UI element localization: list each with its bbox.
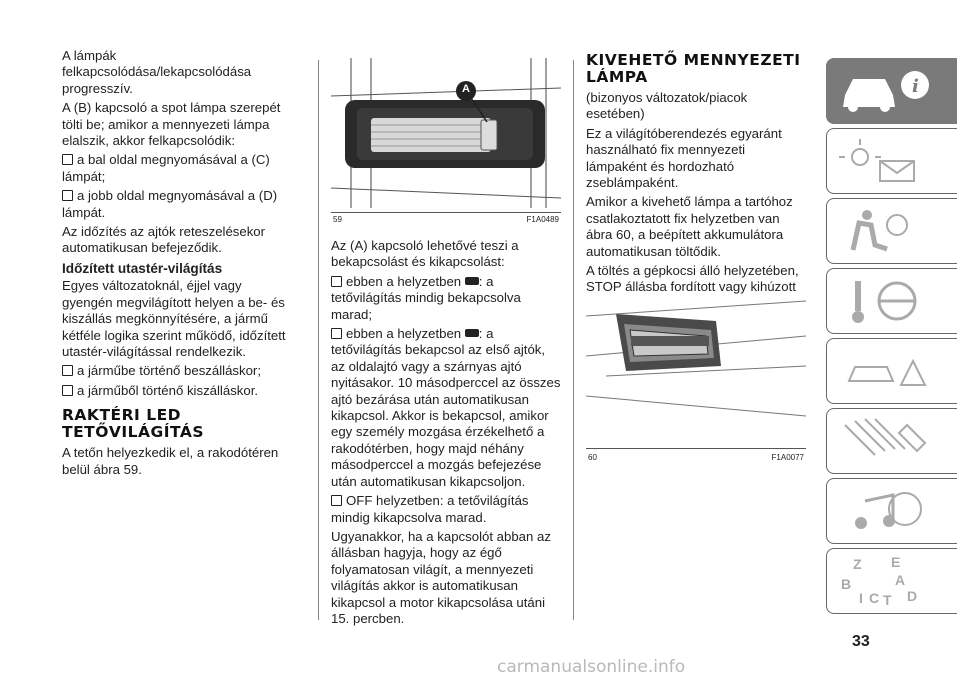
figure-code: F1A0077 [771, 453, 804, 462]
figure-number: 59 [333, 215, 342, 224]
bullet-item [62, 363, 287, 379]
index-letter: Z [853, 556, 862, 572]
tab-warning-lights[interactable] [826, 128, 957, 194]
bullet-icon [331, 276, 342, 287]
bullet-icon [331, 495, 342, 506]
paragraph: A (B) kapcsoló a spot lámpa szerepét tölti be; amikor a mennyezeti lámpa elalszik, akkor felkapcsolódik: [62, 100, 281, 149]
page-number: 33 [852, 633, 870, 650]
bullet-item [331, 274, 561, 323]
index-letter: A [895, 572, 906, 588]
paragraph: A tetőn helyezkedik el, a rakodótéren belül ábra 59. [62, 445, 279, 477]
figure-number: 60 [588, 453, 597, 462]
bullet-icon [331, 328, 342, 339]
paragraph: A lámpák felkapcsolódása/lekapcsolódása progresszív. [62, 48, 252, 96]
index-letter: D [907, 588, 918, 604]
tab-car-info[interactable] [826, 58, 957, 124]
callout-label: A [462, 83, 470, 95]
tab-airbag-seat[interactable] [826, 198, 957, 264]
index-letter: T [883, 592, 892, 607]
tab-index[interactable] [826, 548, 957, 614]
door-light-symbol-icon [465, 329, 479, 337]
column-middle [331, 238, 561, 630]
paragraph: Az (A) kapcsoló lehetővé teszi a bekapcsolást és kikapcsolást: [331, 238, 519, 270]
bullet-item [331, 493, 561, 526]
tab-key-steering[interactable] [826, 268, 957, 334]
section-heading: RAKTÉRI LED TETŐVILÁGÍTÁS [62, 406, 205, 442]
car-info-icon [835, 65, 945, 117]
figure-59 [331, 58, 561, 224]
airbag-seat-icon [835, 205, 945, 257]
figure-60 [586, 296, 806, 462]
bullet-text: a bal oldal megnyomásával a (C) lámpát; [62, 152, 270, 184]
tab-breakdown[interactable] [826, 338, 957, 404]
bullet-item [62, 152, 287, 185]
index-letters-icon [835, 555, 945, 607]
watermark: carmanualsonline.info [497, 657, 686, 677]
bullet-text: a járműbe történő beszálláskor; [77, 363, 261, 379]
removable-lamp-illustration [586, 296, 806, 448]
tab-media-music[interactable] [826, 478, 957, 544]
column-divider [318, 60, 319, 620]
bullet-text: a jobb oldal megnyomásával a (D) lámpát. [62, 188, 278, 220]
subheading: Időzített utastér-világítás [62, 260, 223, 276]
paragraph: A töltés a gépkocsi álló helyzetében, STOP állásba fordított vagy kihúzott [586, 263, 799, 295]
bullet-text: : a tetővilágítás bekapcsol az első ajtók, az oldalajtó vagy a szárnyas ajtó nyitásakor. 10 másodperccel az összes ajtó bezárása után automatikusan kikapcsol. Akkor is bekapcsol, amikor egy személy mozgása érzékelhető a rakodótérben, hogy majd néhány másodperccel a mozgás befejezése után automatikusan kikapcsoljon. [331, 326, 561, 489]
bullet-item [331, 326, 561, 490]
bullet-text: a járműből történő kiszálláskor. [77, 382, 259, 398]
index-letter: B [841, 576, 852, 592]
svg-text:i: i [912, 76, 919, 97]
ceiling-light-illustration [331, 58, 561, 212]
media-music-icon [835, 485, 945, 537]
paragraph: Az időzítés az ajtók reteszelésekor automatikusan befejeződik. [62, 224, 266, 256]
bullet-icon [62, 154, 73, 165]
bullet-icon [62, 385, 73, 396]
section-heading: KIVEHETŐ MENNYEZETI LÁMPA [586, 51, 801, 86]
column-left [62, 48, 287, 481]
bullet-item [62, 383, 287, 399]
bullet-item [62, 188, 287, 221]
bullet-text: : a tetővilágítás mindig bekapcsolva marad; [331, 273, 521, 322]
service-tools-icon [835, 415, 945, 467]
paragraph: (bizonyos változatok/piacok esetében) [586, 90, 748, 122]
key-steering-icon [835, 275, 945, 327]
paragraph: Ugyanakkor, ha a kapcsolót abban az állásban hagyja, hogy az égő folyamatosan világít, a mennyezeti világítás akkor is automatikusan kikapcsol a motor kikapcsolása utáni 15. percben. [331, 528, 551, 626]
bullet-icon [62, 365, 73, 376]
bullet-text: ebben a helyzetben [346, 326, 462, 342]
paragraph: Amikor a kivehető lámpa a tartóhoz csatlakoztatott fix helyzetben van ábra 60, a beépített akkumulátora automatikusan töltődik. [586, 194, 793, 259]
index-letter: C [869, 590, 880, 606]
light-on-symbol-icon [465, 277, 479, 285]
breakdown-icon [835, 345, 945, 397]
figure-code: F1A0489 [526, 215, 559, 224]
paragraph: Ez a világítóberendezés egyaránt használható fix mennyezeti lámpaként és hordozható zseblámpaként. [586, 125, 782, 191]
column-divider [573, 60, 574, 620]
column-right [586, 48, 806, 332]
warning-lights-icon [835, 135, 945, 187]
bullet-icon [62, 190, 73, 201]
tab-service-tools[interactable] [826, 408, 957, 474]
bullet-text: ebben a helyzetben [346, 273, 462, 289]
index-letter: I [859, 590, 863, 606]
paragraph: Egyes változatoknál, éjjel vagy gyengén megvilágított helyen a be- és kiszállás megkönnyítésére, a jármű kétféle logika szerint működő, időzített utastér-világítással rendelkezik. [62, 278, 286, 359]
bullet-text: OFF helyzetben: a tetővilágítás mindig kikapcsolva marad. [331, 493, 529, 525]
index-letter: E [891, 555, 901, 570]
